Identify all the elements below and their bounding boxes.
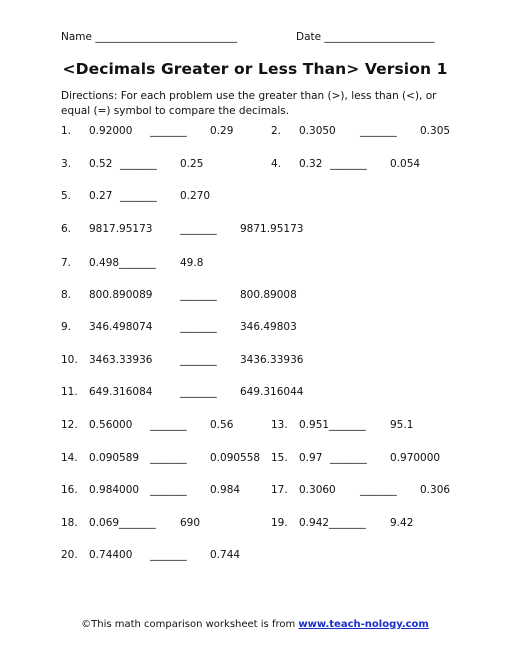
problem-value-a: 0.090589 xyxy=(89,452,140,464)
problem-value-a: 9817.95173 xyxy=(89,223,153,235)
problem-number: 18. xyxy=(61,517,78,529)
answer-blank: _______ xyxy=(180,289,217,301)
problem-value-b: 95.1 xyxy=(390,419,414,431)
answer-blank: _______ xyxy=(180,386,217,398)
problem-number: 15. xyxy=(271,452,288,464)
problem-number: 13. xyxy=(271,419,288,431)
problem-value-a: 0.942_______ xyxy=(299,517,366,529)
date-field: Date _____________________ xyxy=(296,31,435,43)
problem-value-b: 3436.33936 xyxy=(240,354,304,366)
worksheet-title: <Decimals Greater or Less Than> Version 1 xyxy=(62,60,448,78)
problem-value-b: 0.090558 xyxy=(210,452,261,464)
problem-number: 7. xyxy=(61,257,72,269)
problem-value-b: 0.29 xyxy=(210,125,234,137)
problem-value-a: 649.316084 xyxy=(89,386,153,398)
problem-value-b: 346.49803 xyxy=(240,321,297,333)
teach-nology-link[interactable]: www.teach-nology.com xyxy=(298,619,429,630)
answer-blank: _______ xyxy=(150,419,187,431)
footer-text: ©This math comparison worksheet is from xyxy=(81,619,299,630)
problem-value-b: 49.8 xyxy=(180,257,204,269)
problem-value-b: 690 xyxy=(180,517,201,529)
problem-value-b: 0.306 xyxy=(420,484,451,496)
problem-value-b: 649.316044 xyxy=(240,386,304,398)
problem-value-a: 0.56000 xyxy=(89,419,133,431)
answer-blank: _______ xyxy=(150,484,187,496)
problem-value-b: 0.984 xyxy=(210,484,241,496)
problem-value-a: 800.890089 xyxy=(89,289,153,301)
problem-value-b: 0.970000 xyxy=(390,452,441,464)
problem-value-a: 346.498074 xyxy=(89,321,153,333)
problem-number: 3. xyxy=(61,158,72,170)
problem-number: 10. xyxy=(61,354,78,366)
problem-value-a: 0.3060 xyxy=(299,484,336,496)
problem-value-a: 0.27 xyxy=(89,190,113,202)
problem-number: 8. xyxy=(61,289,72,301)
problem-value-a: 0.52 xyxy=(89,158,113,170)
problem-value-b: 9871.95173 xyxy=(240,223,304,235)
problem-number: 5. xyxy=(61,190,72,202)
name-field: Name ___________________________ xyxy=(61,31,238,43)
problem-value-b: 0.270 xyxy=(180,190,211,202)
directions-text: Directions: For each problem use the greater than (>), less than (<), or equal (=) symbol to compare the decimals. xyxy=(61,90,437,117)
answer-blank: _______ xyxy=(360,125,397,137)
answer-blank: _______ xyxy=(180,354,217,366)
answer-blank: _______ xyxy=(180,223,217,235)
answer-blank: _______ xyxy=(180,321,217,333)
answer-blank: _______ xyxy=(150,549,187,561)
problem-number: 12. xyxy=(61,419,78,431)
answer-blank: _______ xyxy=(330,452,367,464)
problem-value-b: 0.744 xyxy=(210,549,241,561)
problem-value-b: 0.25 xyxy=(180,158,204,170)
problem-number: 19. xyxy=(271,517,288,529)
problem-value-a: 0.92000 xyxy=(89,125,133,137)
problem-value-a: 3463.33936 xyxy=(89,354,153,366)
problem-value-a: 0.32 xyxy=(299,158,323,170)
problem-number: 6. xyxy=(61,223,72,235)
problem-number: 14. xyxy=(61,452,78,464)
problem-value-a: 0.498_______ xyxy=(89,257,156,269)
problem-value-b: 0.56 xyxy=(210,419,234,431)
problem-number: 16. xyxy=(61,484,78,496)
problem-number: 20. xyxy=(61,549,78,561)
problem-value-b: 0.305 xyxy=(420,125,451,137)
footer xyxy=(0,619,510,630)
problem-value-a: 0.984000 xyxy=(89,484,140,496)
problem-value-b: 9.42 xyxy=(390,517,414,529)
problem-value-a: 0.97 xyxy=(299,452,323,464)
problem-number: 4. xyxy=(271,158,282,170)
problem-value-a: 0.069_______ xyxy=(89,517,156,529)
problem-number: 17. xyxy=(271,484,288,496)
answer-blank: _______ xyxy=(330,158,367,170)
problem-value-a: 0.951_______ xyxy=(299,419,366,431)
problem-value-a: 0.3050 xyxy=(299,125,336,137)
problem-value-b: 0.054 xyxy=(390,158,421,170)
problem-number: 9. xyxy=(61,321,72,333)
problem-value-b: 800.89008 xyxy=(240,289,297,301)
answer-blank: _______ xyxy=(150,125,187,137)
answer-blank: _______ xyxy=(360,484,397,496)
problem-number: 2. xyxy=(271,125,282,137)
problem-number: 11. xyxy=(61,386,78,398)
problem-value-a: 0.74400 xyxy=(89,549,133,561)
answer-blank: _______ xyxy=(120,190,157,202)
answer-blank: _______ xyxy=(120,158,157,170)
answer-blank: _______ xyxy=(150,452,187,464)
problem-number: 1. xyxy=(61,125,72,137)
